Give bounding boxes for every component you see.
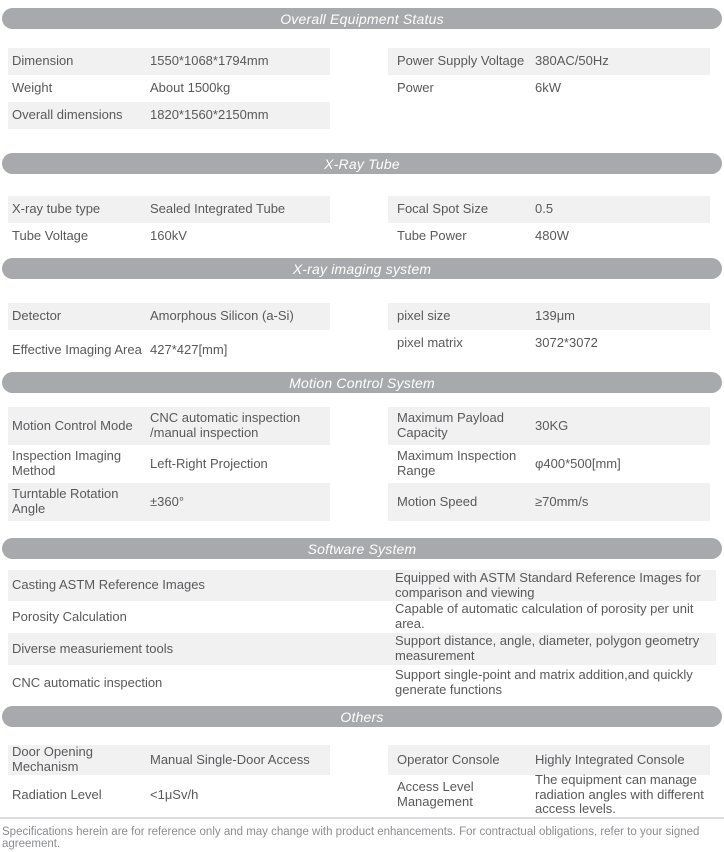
section-body-overall-equipment-status <box>8 48 710 129</box>
table-row <box>8 407 330 445</box>
table-row <box>8 775 330 815</box>
section-body-software-system <box>8 570 716 701</box>
table-row <box>388 223 710 250</box>
spec-table-right <box>388 407 710 521</box>
section-header-software-system <box>2 538 722 559</box>
spec-value: Support distance, angle, diameter, polygon geometry measurement <box>395 633 700 663</box>
section-title: Others <box>340 708 384 725</box>
spec-label: Power <box>397 80 434 96</box>
spec-label: Weight <box>12 80 53 96</box>
section-title: X-Ray Tube <box>324 155 400 172</box>
column-gap <box>330 303 388 370</box>
spec-label: Motion Control Mode <box>12 417 133 433</box>
section-title: Motion Control System <box>289 374 435 391</box>
spec-table-left <box>8 48 330 129</box>
spec-label: Inspection Imaging Method <box>12 448 122 478</box>
spec-label: Maximum Inspection Range <box>397 448 517 478</box>
spec-value: The equipment can manage radiation angles with different access levels. <box>535 771 704 817</box>
spec-value: 139μm <box>535 308 576 324</box>
spec-label: pixel matrix <box>397 335 463 351</box>
spec-label: Maximum Payload Capacity <box>397 410 504 440</box>
section-header-overall-equipment-status <box>2 8 722 29</box>
section-title: Overall Equipment Status <box>280 10 444 27</box>
spec-value: 380AC/50Hz <box>535 53 609 69</box>
table-row <box>8 745 330 775</box>
spec-label: Porosity Calculation <box>12 608 127 624</box>
spec-label: CNC automatic inspection <box>12 674 163 690</box>
spec-label: Tube Voltage <box>12 228 89 244</box>
section-header-x-ray-tube <box>2 153 722 174</box>
spec-label: Operator Console <box>397 751 500 767</box>
table-row <box>8 601 716 633</box>
spec-label: Casting ASTM Reference Images <box>12 577 205 593</box>
spec-label: Radiation Level <box>12 786 102 802</box>
table-row <box>388 445 710 483</box>
spec-value: ±360° <box>150 493 185 509</box>
spec-table-right <box>388 196 710 250</box>
spec-table-right <box>388 303 710 370</box>
spec-value: Amorphous Silicon (a-Si) <box>150 308 294 324</box>
spec-label: Detector <box>12 308 62 324</box>
table-row <box>8 223 330 250</box>
table-row <box>388 330 710 357</box>
table-row <box>8 483 330 521</box>
table-row <box>8 330 330 370</box>
spec-table-right <box>388 48 710 129</box>
spec-value: <1μSv/h <box>150 786 199 802</box>
table-row <box>8 633 716 665</box>
footer-disclaimer: Specifications herein are for reference only and may change with product enhancements. For contractual obligations, refer to your signed agreement. <box>2 826 700 850</box>
spec-value: Support single-point and matrix addition,and quickly generate functions <box>395 667 693 697</box>
section-body-motion-control-system <box>8 407 710 521</box>
spec-value: Highly Integrated Console <box>535 751 685 767</box>
spec-label: Motion Speed <box>397 493 478 509</box>
spec-value: 1550*1068*1794mm <box>150 53 269 69</box>
table-row <box>388 483 710 521</box>
table-row <box>8 75 330 102</box>
table-row <box>8 303 330 330</box>
spec-label: Effective Imaging Area <box>12 341 142 357</box>
spec-label: Door Opening Mechanism <box>12 744 93 774</box>
table-row <box>388 407 710 445</box>
section-body-x-ray-tube <box>8 196 710 250</box>
spec-value: ≥70mm/s <box>535 493 589 509</box>
spec-table-left <box>8 196 330 250</box>
column-gap <box>330 48 388 129</box>
table-row <box>8 102 330 129</box>
table-row <box>8 196 330 223</box>
column-gap <box>330 196 388 250</box>
spec-value: Manual Single-Door Access <box>150 751 310 767</box>
table-row <box>388 303 710 330</box>
spec-label: Focal Spot Size <box>397 201 489 217</box>
spec-value: Sealed Integrated Tube <box>150 201 286 217</box>
spec-value: About 1500kg <box>150 80 231 96</box>
table-row <box>388 196 710 223</box>
spec-table-left <box>8 303 330 370</box>
spec-value: Left-Right Projection <box>150 455 268 471</box>
spec-label: Dimension <box>12 53 74 69</box>
table-row <box>388 48 710 75</box>
spec-value: Equipped with ASTM Standard Reference Images for comparison and viewing <box>395 569 701 600</box>
spec-value: 0.5 <box>535 201 554 217</box>
spec-value: Capable of automatic calculation of porosity per unit area. <box>395 601 694 631</box>
spec-table-left <box>8 745 330 815</box>
spec-label: pixel size <box>397 308 451 324</box>
spec-value: 3072*3072 <box>535 335 598 351</box>
section-header-x-ray-imaging-system <box>2 258 722 279</box>
table-row <box>8 48 330 75</box>
column-gap <box>330 407 388 521</box>
spec-label: Tube Power <box>397 228 467 244</box>
table-row <box>388 75 710 102</box>
spec-label: X-ray tube type <box>12 201 101 217</box>
table-row <box>8 445 330 483</box>
section-header-motion-control-system <box>2 372 722 393</box>
spec-value: 480W <box>535 228 569 244</box>
section-title: X-ray imaging system <box>292 260 432 277</box>
spec-label: Access Level Management <box>397 779 474 809</box>
spec-table-left <box>8 407 330 521</box>
spec-value: 30KG <box>535 417 569 433</box>
column-gap <box>330 745 388 815</box>
spec-value: 6kW <box>535 80 561 96</box>
table-row <box>388 771 710 817</box>
table-row <box>8 665 716 701</box>
spec-value: 1820*1560*2150mm <box>150 107 269 123</box>
spec-label: Overall dimensions <box>12 107 123 123</box>
table-row <box>388 745 710 775</box>
spec-label: Power Supply Voltage <box>397 53 525 69</box>
spec-value: CNC automatic inspection /manual inspection <box>150 410 301 440</box>
spec-table-right <box>388 745 710 815</box>
section-header-others <box>2 706 722 727</box>
spec-label: Diverse measuriement tools <box>12 640 174 656</box>
spec-value: φ400*500[mm] <box>535 455 621 471</box>
table-row <box>8 570 716 601</box>
section-title: Software System <box>307 540 417 557</box>
spec-label: Turntable Rotation Angle <box>12 486 119 516</box>
section-body-x-ray-imaging-system <box>8 303 710 370</box>
spec-value: 160kV <box>150 228 187 244</box>
spec-value: 427*427[mm] <box>150 341 228 357</box>
section-body-others <box>8 745 710 815</box>
